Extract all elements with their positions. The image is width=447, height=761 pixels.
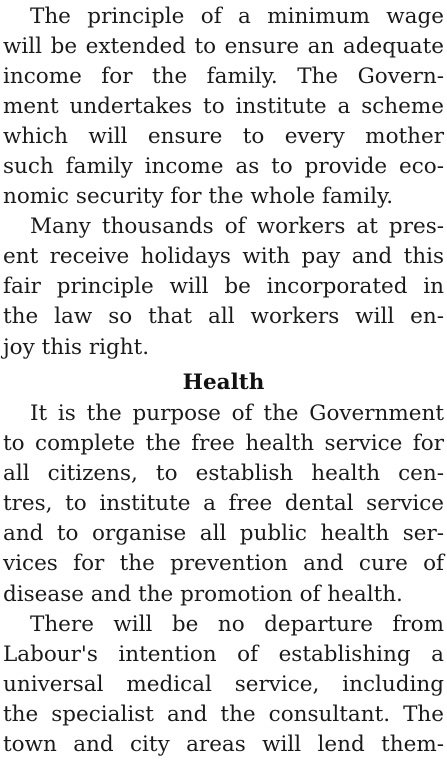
paragraph-1-line-5: which will ensure to every mother	[3, 124, 444, 149]
paragraph-3-line-7: disease and the promotion of health.	[3, 582, 403, 607]
paragraph-4-line-1: There will be no departure from	[30, 612, 444, 637]
paragraph-3-line-3: all citizens, to establish health cen-	[3, 461, 444, 486]
paragraph-2-line-5: joy this right.	[3, 335, 150, 360]
paragraph-4-line-4: the specialist and the consultant. The	[3, 702, 444, 727]
paragraph-4-line-3: universal medical service, including	[3, 672, 444, 697]
paragraph-1-line-3: income for the family. The Govern-	[3, 64, 444, 89]
paragraph-2-line-2: ent receive holidays with pay and this	[3, 244, 444, 269]
paragraph-4-line-2: Labour's intention of establishing a	[3, 642, 444, 667]
paragraph-1-line-2: will be extended to ensure an adequate	[3, 34, 444, 59]
paragraph-2-line-4: the law so that all workers will en-	[3, 304, 444, 329]
paragraph-4-line-5: town and city areas will lend them-	[3, 732, 444, 757]
paragraph-1-line-1: The principle of a minimum wage	[30, 4, 444, 29]
paragraph-3-line-6: vices for the prevention and cure of	[3, 551, 444, 576]
paragraph-2-line-1: Many thousands of workers at pres-	[30, 214, 444, 239]
section-heading-health: Health	[182, 370, 265, 395]
paragraph-1-line-6: such family income as to provide eco-	[3, 154, 444, 179]
paragraph-1-line-7: nomic security for the whole family.	[3, 184, 394, 209]
paragraph-3-line-5: and to organise all public health ser-	[3, 521, 444, 546]
paragraph-1-line-4: ment undertakes to institute a scheme	[3, 94, 444, 119]
paragraph-3-line-1: It is the purpose of the Government	[30, 401, 444, 426]
paragraph-3-line-4: tres, to institute a free dental service	[3, 491, 444, 516]
paragraph-2-line-3: fair principle will be incorporated in	[3, 274, 444, 299]
paragraph-3-line-2: to complete the free health service for	[3, 431, 444, 456]
